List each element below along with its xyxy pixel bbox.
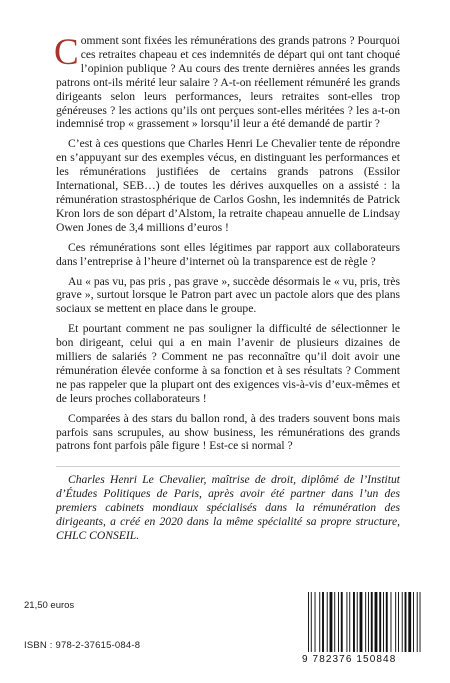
price-label: 21,50 euros <box>24 600 75 611</box>
barcode-bar <box>375 592 378 652</box>
barcode-bar <box>327 592 328 652</box>
barcode-bar <box>395 592 396 652</box>
barcode-bar <box>311 592 312 652</box>
barcode-bar <box>341 592 343 652</box>
barcode-bar <box>346 592 347 652</box>
paragraph-4: Au « pas vu, pas pris , pas grave », succède désormais le « vu, pris, très grave », surtout lorsque le Patron part avec un pactole alors que des plans sociaux se mettent en place dans le groupe. <box>56 274 400 316</box>
barcode-bar <box>420 592 421 652</box>
barcode-bar <box>371 592 373 652</box>
drop-cap: C <box>54 32 79 73</box>
isbn-label: ISBN : 978-2-37615-084-8 <box>24 640 141 651</box>
barcode-bar <box>349 592 350 652</box>
paragraph-6: Comparées à des stars du ballon rond, à des traders souvent bons mais parfois sans scrupules, au show business, les rémunérations des grands patrons font parfois pâle figure ! Est-ce si normal ? <box>56 411 400 453</box>
divider <box>56 466 400 467</box>
barcode-bar <box>319 592 320 652</box>
barcode-bar <box>315 592 316 652</box>
paragraph-1 <box>56 34 400 131</box>
barcode-bar <box>417 592 418 652</box>
barcode-bar <box>330 592 333 652</box>
barcode-bar <box>383 592 384 652</box>
barcode-bar <box>386 592 388 652</box>
barcode-bar <box>413 592 414 652</box>
paragraph-1-text: omment sont fixées les rémunérations des grands patrons ? Pourquoi ces retraites chapeau et ces indemnités de départ qui ont tant choqué l’opinion publique ? Au cours des trente dernières années les grands patrons ont-ils mérité leur salaire ? A-t-on réellement rémunéré les grands dirigeants selon leurs performances, leurs retraites sont-elles trop généreuses ? les actions qu’ils ont perçues sont-elles méritées ? les a-t-on indemnisé trop « grassement » lorsqu’il leur a été demandé de partir ? <box>56 34 400 131</box>
barcode-bar <box>353 592 355 652</box>
barcode-bar <box>357 592 358 652</box>
barcode-bar <box>365 592 366 652</box>
barcode-bar <box>334 592 335 652</box>
paragraph-5: Et pourtant comment ne pas souligner la difficulté de sélectionner le bon dirigeant, celui qui a en main l’avenir de plusieurs dizaines de milliers de salariés ? Comment ne pas reconnaître qu’il doit avoir une rémunération élevée conforme à sa fonction et à ses résultats ? Comment ne pas rappeler que la plupart ont des exigences vis-à-vis d’eux-mêmes et de leurs proches collaborateurs ! <box>56 322 400 405</box>
barcode-bars <box>302 592 430 654</box>
author-bio: Charles Henri Le Chevalier, maîtrise de droit, diplômé de l’Institut d’Études Politiques de Paris, après avoir été partner dans l’un des premiers cabinets mondiaux spécialisés dans la rémunération des dirigeants, a créé en 2020 dans la même spécialité sa propre structure, CHLC CONSEIL. <box>56 473 400 542</box>
back-cover-text <box>56 34 400 459</box>
barcode-bar <box>308 592 309 652</box>
barcode <box>302 592 430 668</box>
paragraph-2: C’est à ces questions que Charles Henri Le Chevalier tente de répondre en s’appuyant sur des exemples vécus, en distinguant les performances et les rémunérations justifiées de certains grands patrons (Essilor International, SEB…) de toutes les dérives auxquelles on a assisté : la rémunération strastosphérique de Carlos Goshn, les indemnités de Patrick Kron lors de son départ d’Alstom, la retraite chapeau annuelle de Lindsay Owen Jones de 3,4 millions d’euros ! <box>56 137 400 234</box>
barcode-bar <box>398 592 399 652</box>
barcode-bar <box>368 592 369 652</box>
barcode-bar <box>360 592 363 652</box>
barcode-bar <box>408 592 411 652</box>
paragraph-3: Ces rémunérations sont elles légitimes par rapport aux collaborateurs dans l’entreprise à l’heure d’internet où la transparence est de règle ? <box>56 240 400 268</box>
barcode-bar <box>405 592 407 652</box>
barcode-bar <box>391 592 392 652</box>
barcode-bar <box>322 592 324 652</box>
barcode-bar <box>402 592 403 652</box>
barcode-digits: 9 782376 150848 <box>302 654 397 665</box>
barcode-bar <box>379 592 381 652</box>
barcode-bar <box>338 592 339 652</box>
